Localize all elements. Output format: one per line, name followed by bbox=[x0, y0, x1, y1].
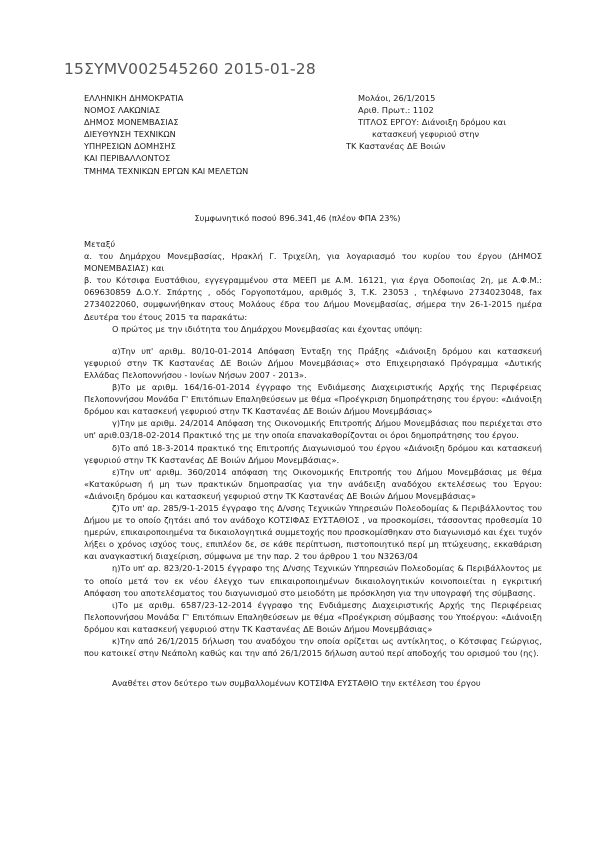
document-meta bbox=[346, 92, 506, 152]
document-date: Μολάοι, 26/1/2015 bbox=[358, 93, 436, 103]
header-line: ΕΛΛΗΝΙΚΗ ΔΗΜΟΚΡΑΤΙΑ bbox=[84, 93, 184, 103]
body-paragraph: Μεταξύ bbox=[84, 239, 116, 249]
header-line: ΔΙΕΥΘΥΝΣΗ ΤΕΧΝΙΚΩΝ bbox=[84, 129, 176, 140]
header-line: ΤΜΗΜΑ ΤΕΧΝΙΚΩΝ ΕΡΓΩΝ ΚΑΙ ΜΕΛΕΤΩΝ bbox=[84, 165, 249, 176]
body-paragraph: ε)Την υπ' αριθμ. 360/2014 απόφαση της Οικονομικής Επιτροπής του Δήμου Μονεμβάσιας με θέμα «Κατακύρωση ή μη των πρακτικών δημοπρασίας για την ανάδειξη αναδόχου εκτελέσεως του Έργου: «Διάνοιξη δρόμου και κατασκευή γεφυριού στην ΤΚ Καστανέας ΔΕ Βοιών Δήμου Μονεμβάσιας» bbox=[84, 466, 542, 501]
header-line: ΝΟΜΟΣ ΛΑΚΩΝΙΑΣ bbox=[84, 105, 160, 116]
header-line: ΚΑΙ ΠΕΡΙΒΑΛΛΟΝΤΟΣ bbox=[84, 153, 171, 164]
body-paragraph: κ)Την από 26/1/2015 δήλωση του αναδόχου την οποία ορίζεται ως αντίκλητος, ο Κότσιφας Γεώργιος, που κατοικεί στην Νεάπολη καθώς και την από 26/1/2015 δήλωση αυτού περί αποδοχής του ορισμού του (ης). bbox=[84, 636, 542, 659]
header-line: ΥΠΗΡΕΣΙΩΝ ΔΟΜΗΣΗΣ bbox=[84, 141, 176, 152]
document-stamp: 15ΣΥΜV002545260 2015-01-28 bbox=[64, 60, 316, 78]
header-line: ΔΗΜΟΣ ΜΟΝΕΜΒΑΣΙΑΣ bbox=[84, 117, 179, 128]
body-paragraph: β. του Κότσιφα Ευστάθιου, εγγεγραμμένου στα ΜΕΕΠ με Α.Μ. 16121, για έργα Οδοποιίας 2η, με Α.Φ.Μ.: 069630859 Δ.Ο.Υ. Σπάρτης , οδός Γοργοποτάμου, αριθμός 3, Τ.Κ. 23053 , τηλέφωνο 2734023048, fax 2734022060, συμφωνήθηκαν στους Μολάους έδρα του Δήμου Μονεμβασίας, σήμερα την 26-1-2015 ημέρα Δευτέρα του έτους 2015 τα παρακάτω: bbox=[84, 275, 542, 322]
body-paragraph: ι)Το με αριθμ. 6587/23-12-2014 έγγραφο της Ενδιάμεσης Διαχειριστικής Αρχής της Περιφέρειας Πελοποννήσου Μονάδα Γ' Επιτόπιων Επαληθεύσεων με θέμα «Προέγκριση σύμβασης του Υποέργου: «Διάνοιξη δρόμου και κατασκευή γεφυριού στην ΤΚ Καστανέας ΔΕ Βοιών Δήμου Μονεμβάσιας» bbox=[84, 599, 542, 634]
issuer-header bbox=[84, 92, 248, 177]
body-paragraph: Αναθέτει στον δεύτερο των συμβαλλομένων ΚΟΤΣΙΦΑ ΕΥΣΤΑΘΙΟ την εκτέλεση του έργου bbox=[112, 678, 481, 689]
body-paragraph: γ)Την με αριθμ. 24/2014 Απόφαση της Οικονομικής Επιτροπής Δήμου Μονεμβάσιας που περιέχεται στο υπ' αριθ.03/18-02-2014 Πρακτικό της με την οποία επαναkαθορίζονται οι όροι δημοπράτησης του έργου. bbox=[84, 418, 542, 441]
agreement-body bbox=[84, 238, 542, 689]
body-paragraph: α)Την υπ' αριθμ. 80/10-01-2014 Απόφαση Ένταξη της Πράξης «Διάνοιξη δρόμου και κατασκευή γεφυριού στην ΤΚ Καστανέας ΔΕ Βοιών Δήμου Μονεμβάσιας» στο Επιχειρησιακό Πρόγραμμα «Δυτικής Ελλάδας Πελοποννήσου - Ιονίων Νήσων 2007 - 2013». bbox=[84, 345, 542, 380]
protocol-number: Αριθ. Πρωτ.: 1102 bbox=[358, 105, 434, 116]
agreement-subject: Συμφωνητικό ποσού 896.341,46 (πλέον ΦΠΑ 23%) bbox=[194, 213, 401, 223]
body-paragraph: β)Το με αριθμ. 164/16-01-2014 έγγραφο της Ενδιάμεσης Διαχειριστικής Αρχής της Περιφέρειας Πελοποννήσου Μονάδα Γ' Επιτόπιων Επαληθεύσεων με θέμα «Προέγκριση δημοπράτησης του έργου: «Διάνοιξη δρόμου και κατασκευή γεφυριού στην ΤΚ Καστανέας ΔΕ Βοιών Δήμου Μονεμβάσιας» bbox=[84, 382, 542, 417]
body-paragraph: α. του Δημάρχου Μονεμβασίας, Ηρακλή Γ. Τριχείλη, για λογαριασμό του κυρίου του έργου (ΔΗΜΟΣ ΜΟΝΕΜΒΑΣΙΑΣ) και bbox=[84, 251, 542, 274]
body-paragraph: η)Το υπ' αρ. 823/20-1-2015 έγγραφο της Δ/νσης Τεχνικών Υπηρεσιών Πολεοδομίας & Περιβάλλοντος με το οποίο μετά τον εκ νέου έλεγχο των επικαιροποιημένων δικαιολογητικών κοινοποιείται η εγκριτική Απόφαση του αποτελέσματος του διαγωνισμού στο μειοδότη με πρόσκληση για την υπογραφή της σύμβασης. bbox=[84, 563, 542, 598]
project-title-cont: ΤΚ Καστανέας ΔΕ Βοιών bbox=[346, 141, 446, 152]
body-paragraph: δ)Το από 18-3-2014 πρακτικό της Επιτροπής Διαγωνισμού του έργου «Διάνοιξη δρόμου και κατασκευή γεφυριού στην ΤΚ Καστανέας ΔΕ Βοιών Δήμου Μονεμβάσιας». bbox=[84, 442, 542, 465]
body-paragraph: ζ)Το υπ' αρ. 285/9-1-2015 έγγραφο της Δ/νσης Τεχνικών Υπηρεσιών Πολεοδομίας & Περιβάλλοντος του Δήμου με το οποίο ζητάει από τον ανάδοχο ΚΟΤΣΙΦΑΣ ΕΥΣΤΑΘΙΟΣ , να προσκομίσει, τάσσοντας προθεσμία 10 ημερών, επικαιροποιημένα τα δικαιολογητικά συμμετοχής που προσκομίσθηκαν στο διαγωνισμό και έχει τυχόν λήξει ο χρόνος ισχύος τους, επιπλέον δε, σε κάθε περίπτωση, πιστοποιητικό περί μη πτώχευσης, εκκαθάριση και αναγκαστική διαχείριση, σύμφωνα με την παρ. 2 του άρθρου 1 του Ν3263/04 bbox=[84, 502, 542, 562]
body-paragraph: Ο πρώτος με την ιδιότητα του Δημάρχου Μονεμβασίας και έχοντας υπόψη: bbox=[112, 323, 423, 334]
project-title-cont: κατασκευή γεφυριού στην bbox=[372, 129, 480, 140]
project-title: ΤΙΤΛΟΣ ΕΡΓΟΥ: Διάνοιξη δρόμου και bbox=[358, 117, 506, 128]
